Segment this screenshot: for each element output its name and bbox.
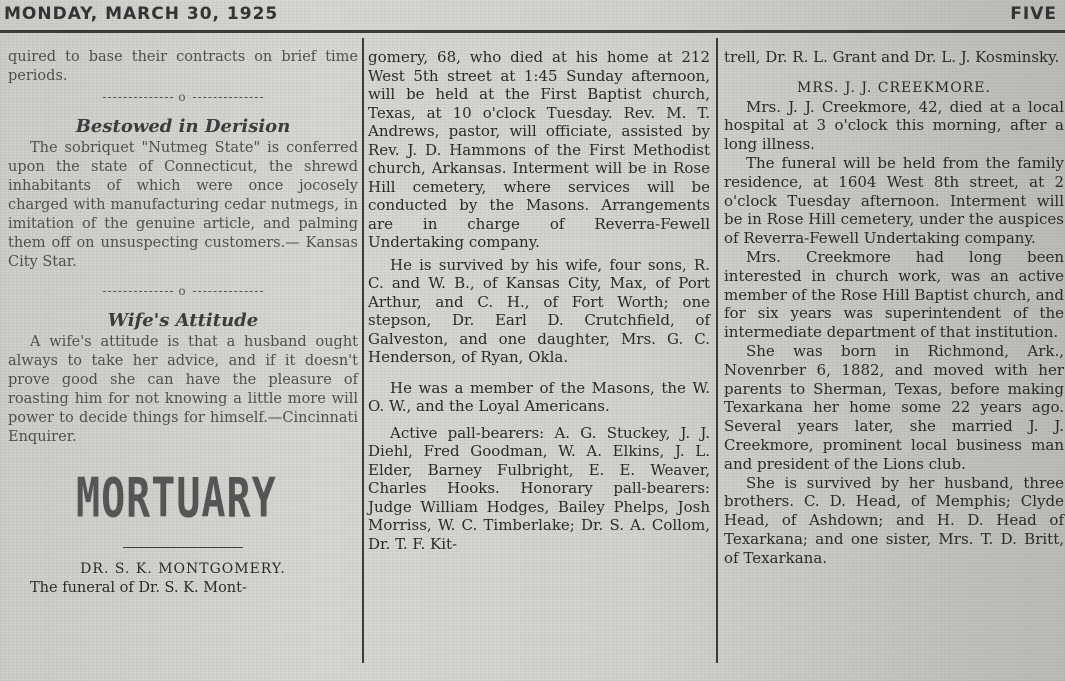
obituary-creekmore-survivors: She is survived by her husband, three brothers. C. D. Head, of Memphis; Clyde Head, of Ashdown; and H. D. Head of Texarkana; and one sister, Mrs. T. D. Britt, of Texarkana.: [724, 473, 1064, 567]
article-nutmeg-state: The sobriquet "Nutmeg State" is conferred upon the state of Connecticut, the shrewd inhabitants of which were once jocosely charged with manufacturing cedar nutmegs, in imitation of the genuine article, and palming them off on unsuspecting customers.— Kansas City Star.: [8, 140, 358, 270]
obituary-creekmore-death: Mrs. J. J. Creekmore, 42, died at a local hospital at 3 o'clock this morning, after a long illness.: [724, 97, 1064, 154]
obituary-heading-creekmore: MRS. J. J. CREEKMORE.: [797, 79, 991, 96]
obituary-montgomery-end: trell, Dr. R. L. Grant and Dr. L. J. Kosminsky.: [724, 48, 1060, 66]
obituary-creekmore-funeral: The funeral will be held from the family residence, at 1604 West 8th street, at 2 o'clock Tuesday afternoon. Interment will be in Rose Hill cemetery, under the auspices of Reverra-Fewell Undertaking company.: [724, 153, 1064, 248]
masthead-page-number: FIVE: [1010, 4, 1057, 24]
ornament-divider: o: [8, 282, 358, 301]
column-middle: [368, 48, 710, 553]
column-rule-2: [716, 38, 718, 663]
obituary-montgomery-start: The funeral of Dr. S. K. Mont-: [30, 580, 247, 596]
column-right: [724, 48, 1064, 568]
article-fragment: quired to base their contracts on brief time periods.: [8, 49, 358, 84]
masthead: [0, 0, 1065, 33]
obituary-montgomery-funeral: gomery, 68, who died at his home at 212 West 5th street at 1:45 Sunday afternoon, will be held at the First Baptist church, Texas, at 10 o'clock Tuesday. Rev. M. T. Andrews, pastor, will officiate, assisted by Rev. J. D. Hammons of the First Methodist church, Arkansas. Interment will be in Rose Hill cemetery, where services will be conducted by the Masons. Arrangements are in charge of Reverra-Fewell Undertaking company.: [368, 48, 710, 251]
article-wifes-attitude: A wife's attitude is that a husband ought always to take her advice, and if it doesn't prove good she can have the pleasure of roasting him for not knowing a little more will power to decide things for himself.—Cincinnati Enquirer.: [8, 334, 358, 445]
obituary-montgomery-pallbearers: Active pall-bearers: A. G. Stuckey, J. J. Diehl, Fred Goodman, W. A. Elkins, J. L. Elder, Barney Fulbright, E. E. Weaver, Charles Hooks. Honorary pall-bearers: Judge William Hodges, Bailey Phelps, Josh Morriss, W. C. Timberlake; Dr. S. A. Collom, Dr. T. F. Kit-: [368, 423, 710, 553]
obituary-creekmore-church: Mrs. Creekmore had long been interested in church work, was an active member of the Rose Hill Baptist church, and for six years was superintendent of the intermediate department of that institution.: [724, 247, 1064, 342]
obituary-montgomery-memberships: He was a member of the Masons, the W. O. W., and the Loyal Americans.: [368, 378, 710, 415]
headline-wifes-attitude: Wife's Attitude: [107, 310, 259, 331]
column-rule-1: [362, 38, 364, 663]
ornament-divider: o: [8, 88, 358, 107]
section-heading-mortuary: MORTUARY: [76, 467, 277, 530]
column-left: [8, 48, 358, 598]
masthead-date: MONDAY, MARCH 30, 1925: [4, 4, 279, 24]
headline-bestowed-in-derision: Bestowed in Derision: [75, 116, 291, 137]
obituary-heading-montgomery: DR. S. K. MONTGOMERY.: [80, 561, 286, 577]
obituary-montgomery-survivors: He is survived by his wife, four sons, R. C. and W. B., of Kansas City, Max, of Port Arthur, and C. H., of Fort Worth; one stepson, Dr. Earl D. Crutchfield, of Galveston, and one daughter, Mrs. G. C. Henderson, of Ryan, Okla.: [368, 255, 710, 366]
obituary-creekmore-biography: She was born in Richmond, Ark., Novenrber 6, 1882, and moved with her parents to Sherman, Texas, before making Texarkana her home some 22 years ago. Several years later, she married J. J. Creekmore, prominent local business man and president of the Lions club.: [724, 341, 1064, 473]
